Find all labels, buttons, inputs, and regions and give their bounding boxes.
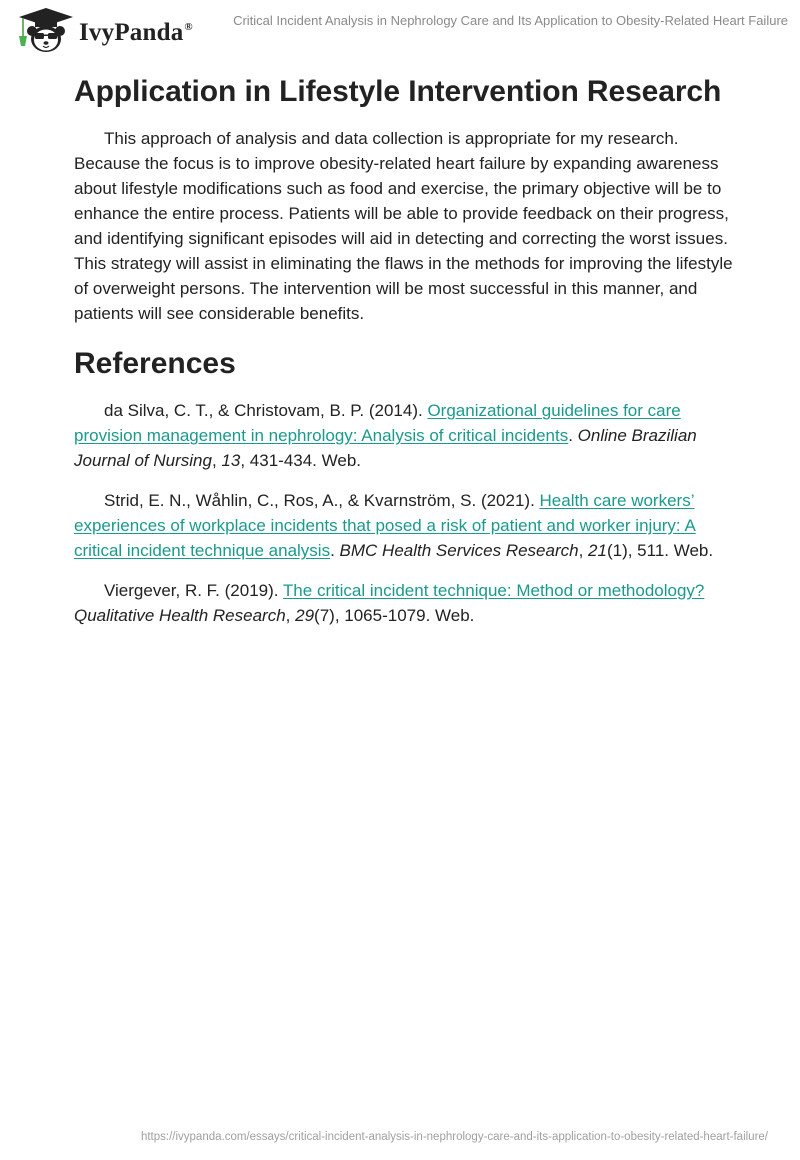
footer-url[interactable]: https://ivypanda.com/essays/critical-incident-analysis-in-nephrology-care-and-its-application-to-obesity-related-heart-failure/ — [140, 1131, 768, 1143]
reference-authors: Strid, E. N., Wåhlin, C., Ros, A., & Kvarnström, S. (2021). — [104, 491, 540, 510]
reference-volume: 13 — [221, 451, 241, 470]
reference-authors: Viergever, R. F. (2019). — [104, 581, 283, 600]
reference-punctuation: , — [578, 541, 589, 560]
reference-journal: Online Brazilian Journal of Nursing — [74, 426, 697, 470]
registered-mark: ® — [184, 21, 193, 33]
ivypanda-logo[interactable] — [17, 6, 193, 54]
reference-issue: (1) — [606, 541, 628, 560]
section-heading: Application in Lifestyle Intervention Research — [74, 75, 722, 108]
reference-punctuation: . — [568, 426, 578, 445]
reference-link[interactable]: The critical incident technique: Method or methodology? — [282, 581, 705, 600]
section-paragraph: This approach of analysis and data collection is appropriate for my research. Because the focus is to improve obesity-related heart failure by expanding awareness about lifestyle modifications such as food and exercise, the primary objective will be to enhance the entire process. Patients will be able to provide feedback on their progress, and identifying significant episodes will aid in detecting and correcting the worst issues. This strategy will assist in eliminating the flaws in the methods for improving the lifestyle of overweight persons. The intervention will be most successful in this manner, and patients will see considerable benefits. — [74, 129, 733, 323]
document-title: Critical Incident Analysis in Nephrology Care and Its Application to Obesity-Related Heart Failure — [233, 13, 788, 28]
panda-graduate-icon — [17, 6, 75, 54]
reference-link[interactable]: Organizational guidelines for care provision management in nephrology: Analysis of critical incidents — [74, 401, 681, 445]
essay-content — [74, 70, 734, 643]
reference-link[interactable]: Health care workers’ experiences of workplace incidents that posed a risk of patient and worker injury: A critical incident technique analysis — [74, 491, 696, 560]
reference-volume: 21 — [588, 541, 607, 560]
reference-item — [74, 398, 734, 473]
reference-journal: Qualitative Health Research — [74, 606, 286, 625]
page-header — [0, 0, 800, 60]
reference-punctuation: , — [285, 606, 296, 625]
reference-pages: , 1065-1079. Web. — [334, 606, 475, 625]
reference-pages: , 431-434. Web. — [240, 451, 361, 470]
reference-authors: da Silva, C. T., & Christovam, B. P. (2014). — [104, 401, 428, 420]
references-list — [74, 398, 734, 628]
reference-issue: (7) — [314, 606, 335, 625]
references-heading: References — [74, 347, 236, 380]
reference-pages: , 511. Web. — [627, 541, 714, 560]
reference-punctuation: . — [330, 541, 340, 560]
brand-name: IvyPanda® — [79, 19, 193, 46]
reference-journal: BMC Health Services Research — [339, 541, 579, 560]
reference-item — [74, 488, 734, 563]
reference-item — [74, 578, 734, 628]
reference-volume: 29 — [295, 606, 315, 625]
reference-punctuation: , — [211, 451, 222, 470]
